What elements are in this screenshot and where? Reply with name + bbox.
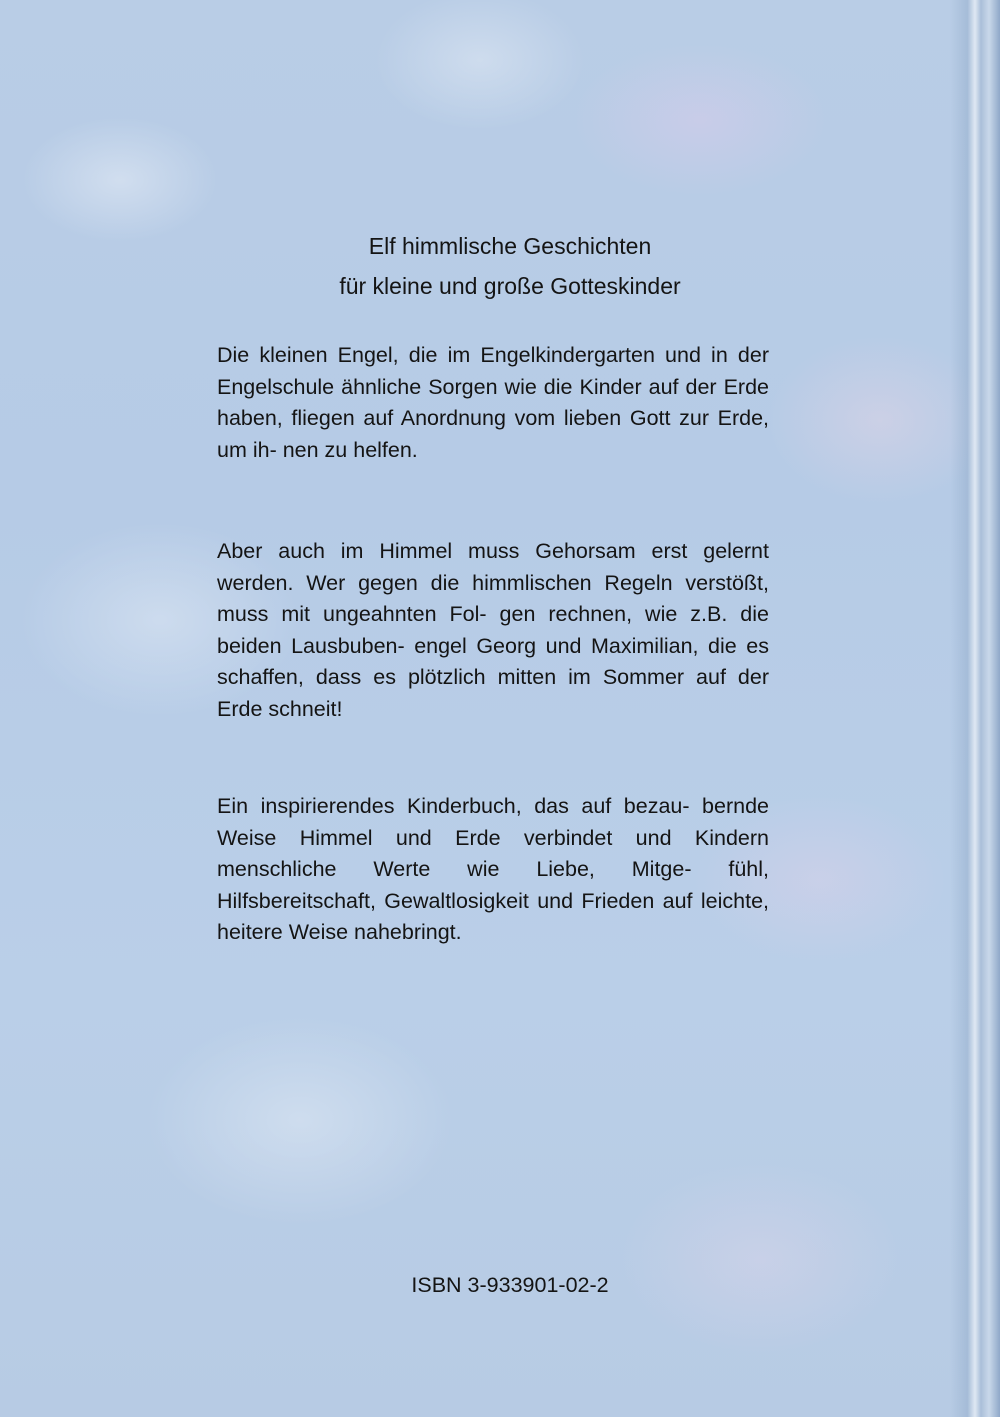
blurb-paragraph-2: Aber auch im Himmel muss Gehorsam erst gelernt werden. Wer gegen die himmlischen Regeln verstößt, muss mit ungeahnten Fol- gen rechnen, wie z.B. die beiden Lausbuben- engel Georg und Maximilian, die es schaffen, dass es plötzlich mitten im Sommer auf der Erde schneit!: [217, 539, 769, 721]
heading-line-2: für kleine und große Gotteskinder: [339, 273, 681, 299]
cover-spine-edge: [950, 0, 1000, 1417]
blurb-paragraph-3: Ein inspirierendes Kinderbuch, das auf bezau- bernde Weise Himmel und Erde verbindet und Kindern menschliche Werte wie Liebe, Mitge- fühl, Hilfsbereitschaft, Gewaltlosigkeit und Frieden auf leichte, heitere Weise nahebringt.: [217, 794, 769, 944]
isbn-number: ISBN 3-933901-02-2: [411, 1273, 609, 1297]
blurb-paragraph-1: Die kleinen Engel, die im Engelkindergarten und in der Engelschule ähnliche Sorgen wie die Kinder auf der Erde haben, fliegen auf Anordnung vom lieben Gott zur Erde, um ih- nen zu helfen.: [217, 343, 769, 462]
heading-line-1: Elf himmlische Geschichten: [368, 233, 652, 259]
